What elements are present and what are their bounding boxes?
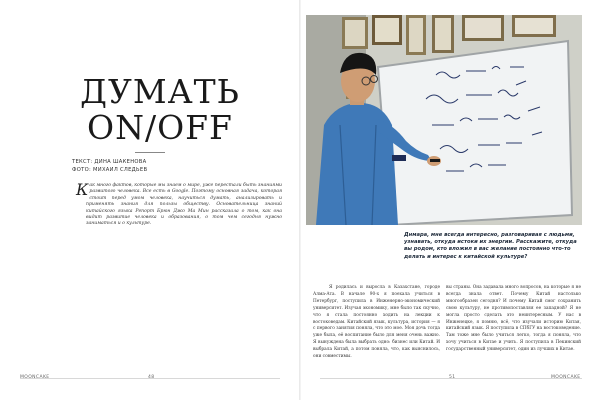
magazine-name-left: MOONCAKE (20, 375, 50, 380)
article-photo (306, 15, 582, 225)
title-line-2: ON/OFF (87, 108, 233, 147)
page-gutter (299, 0, 301, 400)
magazine-name-right: MOONCAKE (551, 375, 581, 380)
page-number-left: 48 (148, 375, 155, 380)
photo-illustration (306, 15, 582, 225)
article-title (60, 74, 260, 146)
article-credits (72, 158, 292, 174)
drop-cap: К (76, 180, 89, 199)
title-line-1: ДУМАТЬ (80, 72, 240, 111)
page-number-right: 51 (449, 375, 456, 380)
body-column-2: вы страны. Она задавала много вопросов, на которые я не всегда знала ответ. Почему Китай настолько многообразен сегодня? И почему Китай смог сохранить свою культуру, не противопоставляя ее западной? Я не могла просто сделать это неинтересным. У нас в Инженецке, я помню, всё, что изучали историю Китая, китайский язык. Я поступила в СПбГУ на востоковедение. Там тоже мне было учиться легко, тогда я поняла, что хочу учиться в Китае и учить. Я поступила в Пекинский государственный университет, один из лучших в Китае. (446, 285, 581, 353)
credit-text: ТЕКСТ: ДИНА ШАКЕНОВА (72, 159, 147, 165)
interview-question: Днмара, мне всегда интересно, разговаривая с людьми, узнавать, откуда истоки их энергии. Расскажите, откуда вы родом, кто вложил в вас желание постоянно что-то делать и интерес к китайской культуре? (404, 232, 577, 260)
body-column-1: Я родилась и выросла в Казахстане, городе Алма-Ата. В начале 90-х я поехала учиться в Петербург, поступила в Инженерно-экономический университет. Изучая экономику, мне было так скучно, что я стала постоянно ходить на лекции к востоковедам. Китайский язык, культура, история — я с первого занятия поняла, что это мое. Моя дочь тогда уже была, её воспитание было для меня очень важно. Я вынуждена была выбрать одно: бизнес или Китай. И выбрала Китай, а потом поняла, что, как выяснилось, они совместимы. (313, 285, 440, 360)
credit-photo: ФОТО: МИХАИЛ СЛЕДЬЕВ (72, 167, 148, 173)
title-divider (135, 152, 165, 153)
lead-paragraph (76, 180, 282, 228)
lead-text: ак много фактов, которые мы знаем о мире, уже перестали быть знаниями развитого человека. Все есть в Google. Поэтому основная задача, которая стоит перед умом человека, научиться думать, анализировать и применять знания для пользы обществу. Основательница знаний китайского языка Репорт Брюн Джо Ма Мин рассказала о том, как она видит развитие человека и образования, о том чем сегодня нужно заниматься и о культуре. (86, 183, 282, 227)
